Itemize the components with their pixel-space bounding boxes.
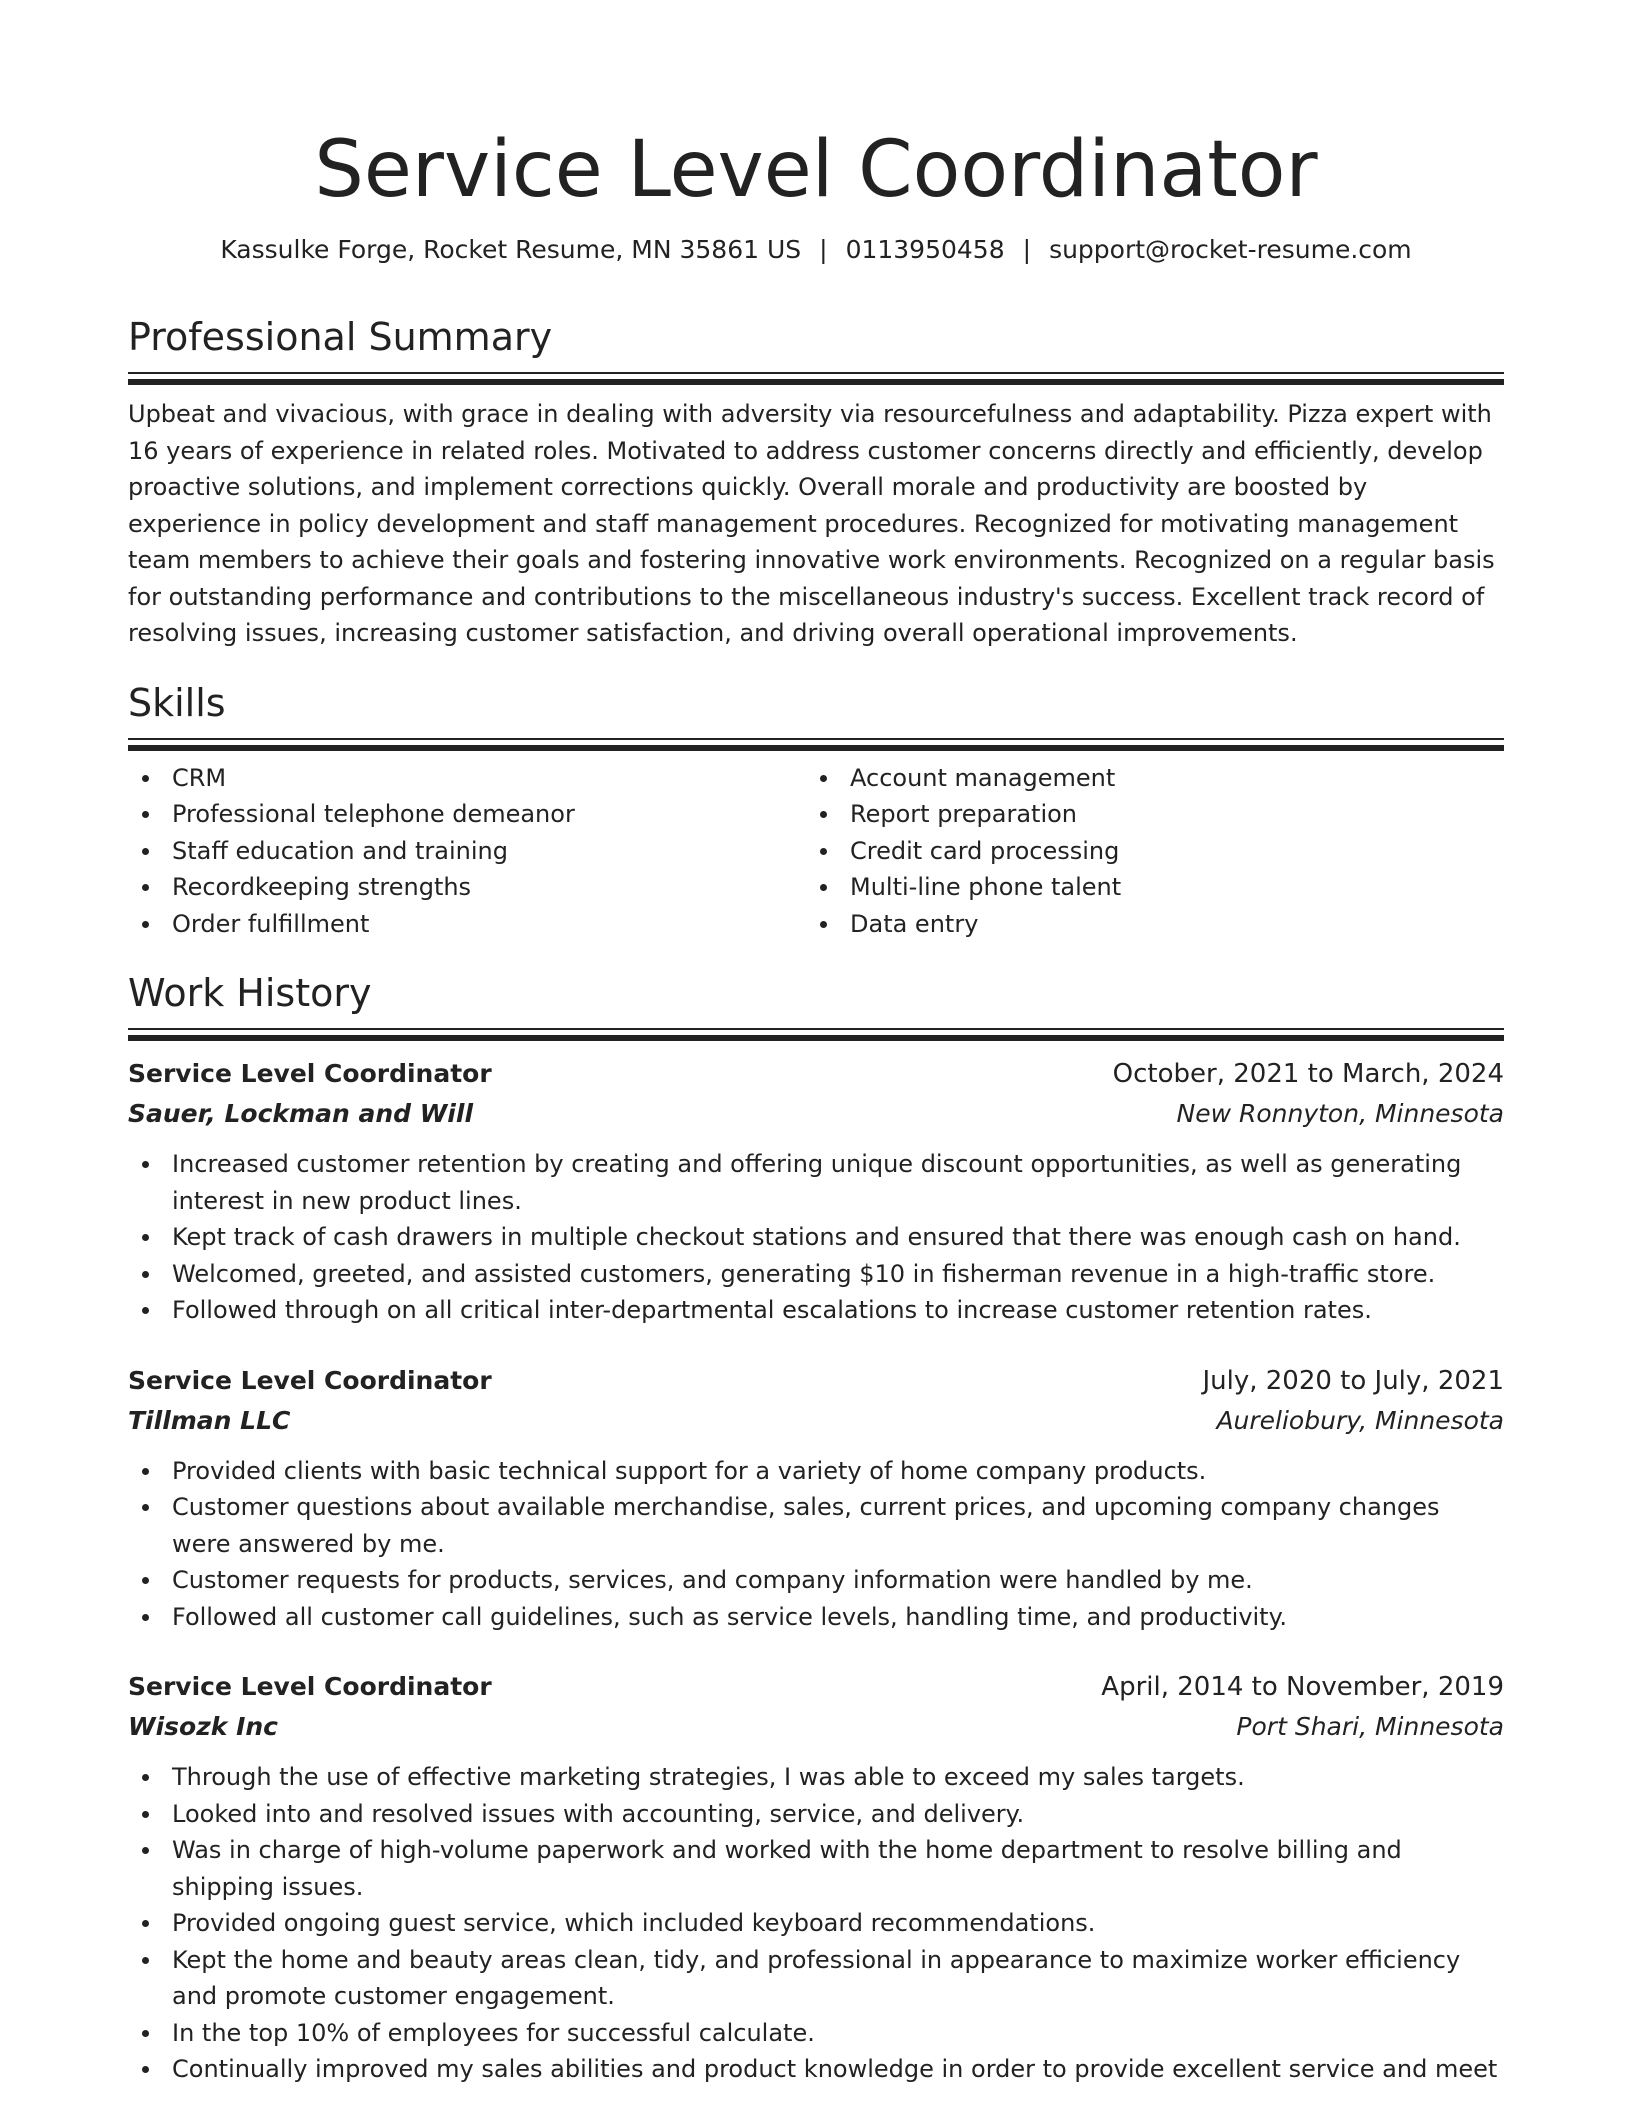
duty-item: Followed all customer call guidelines, such as service levels, handling time, and productivity. — [172, 1599, 1504, 1636]
duty-item: Was in charge of high-volume paperwork and worked with the home department to resolve billing and shipping issues. — [172, 1832, 1504, 1905]
job-entry — [128, 1054, 1504, 1329]
duty-item: Increased customer retention by creating and offering unique discount opportunities, as well as generating interest in new product lines. — [172, 1146, 1504, 1219]
job-location: New Ronnyton, Minnesota — [1176, 1099, 1504, 1128]
job-header-row — [128, 1361, 1504, 1401]
skills-grid — [128, 760, 1504, 943]
duty-item: Provided ongoing guest service, which included keyboard recommendations. — [172, 1905, 1504, 1942]
job-dates: April, 2014 to November, 2019 — [1101, 1672, 1504, 1702]
contact-address: Kassulke Forge, Rocket Resume, MN 35861 US — [220, 235, 802, 264]
skill-item: Recordkeeping strengths — [172, 869, 806, 906]
work-history-heading: Work History — [128, 971, 372, 1015]
skill-item: Order fulfillment — [172, 906, 806, 943]
job-dates: July, 2020 to July, 2021 — [1202, 1365, 1504, 1396]
job-duties — [128, 1146, 1504, 1329]
skills-heading: Skills — [128, 680, 226, 725]
job-duties — [128, 1453, 1504, 1636]
section-divider — [128, 372, 1504, 374]
skills-column-right — [806, 760, 1484, 943]
skill-item: Multi-line phone talent — [850, 869, 1484, 906]
skill-item: Data entry — [850, 906, 1484, 943]
duty-item: In the top 10% of employees for successful calculate. — [172, 2015, 1504, 2052]
duty-item: Customer requests for products, services, and company information were handled by me. — [172, 1562, 1504, 1599]
job-company: Sauer, Lockman and Will — [128, 1099, 474, 1128]
job-company-row — [128, 1401, 1504, 1441]
duty-item: Continually improved my sales abilities and product knowledge in order to provide excellent service and meet — [172, 2051, 1504, 2088]
job-company: Wisozk Inc — [128, 1712, 278, 1741]
section-divider — [128, 738, 1504, 740]
summary-text: Upbeat and vivacious, with grace in dealing with adversity via resourcefulness and adaptability. Pizza expert with 16 years of experience in related roles. Motivated to address customer concerns directly and efficiently, develop proactive solutions, and implement corrections quickly. Overall morale and productivity are boosted by experience in policy development and staff management procedures. Recognized for motivating management team members to achieve their goals and fostering innovative work environments. Recognized on a regular basis for outstanding performance and contributions to the miscellaneous industry's success. Excellent track record of resolving issues, increasing customer satisfaction, and driving overall operational improvements. — [128, 400, 1495, 647]
job-entry — [128, 1667, 1504, 2088]
job-title: Service Level Coordinator — [128, 1059, 492, 1088]
resume-name: Service Level Coordinator — [314, 125, 1318, 215]
contact-phone: 0113950458 — [845, 235, 1005, 264]
job-company-row — [128, 1707, 1504, 1747]
contact-email: support@rocket-resume.com — [1049, 235, 1412, 264]
contact-line — [128, 232, 1504, 268]
job-company-row — [128, 1094, 1504, 1134]
job-header-row — [128, 1667, 1504, 1707]
duty-item: Kept track of cash drawers in multiple checkout stations and ensured that there was enough cash on hand. — [172, 1219, 1504, 1256]
duty-item: Welcomed, greeted, and assisted customers, generating $10 in fisherman revenue in a high-traffic store. — [172, 1256, 1504, 1293]
skills-section — [128, 678, 1504, 943]
job-entry — [128, 1361, 1504, 1636]
duty-item: Followed through on all critical inter-departmental escalations to increase customer retention rates. — [172, 1292, 1504, 1329]
job-title: Service Level Coordinator — [128, 1365, 492, 1395]
section-divider — [128, 1028, 1504, 1030]
job-dates: October, 2021 to March, 2024 — [1112, 1059, 1504, 1089]
summary-section — [128, 312, 1504, 652]
skill-item: Professional telephone demeanor — [172, 796, 806, 833]
job-title: Service Level Coordinator — [128, 1672, 492, 1701]
job-location: Aureliobury, Minnesota — [1216, 1405, 1504, 1435]
skill-item: Staff education and training — [172, 833, 806, 870]
skill-item: Credit card processing — [850, 833, 1484, 870]
skills-column-left — [128, 760, 806, 943]
skill-item: CRM — [172, 760, 806, 797]
contact-separator: | — [819, 235, 828, 264]
summary-heading: Professional Summary — [128, 315, 553, 359]
duty-item: Provided clients with basic technical support for a variety of home company products. — [172, 1453, 1504, 1490]
job-company: Tillman LLC — [128, 1405, 291, 1435]
skill-item: Account management — [850, 760, 1484, 797]
work-history-section — [128, 968, 1504, 2088]
skill-item: Report preparation — [850, 796, 1484, 833]
job-duties — [128, 1759, 1504, 2088]
job-location: Port Shari, Minnesota — [1236, 1712, 1504, 1741]
duty-item: Through the use of effective marketing strategies, I was able to exceed my sales targets. — [172, 1759, 1504, 1796]
job-header-row — [128, 1054, 1504, 1094]
resume-page — [128, 120, 1504, 2088]
contact-separator: | — [1022, 235, 1032, 264]
duty-item: Kept the home and beauty areas clean, tidy, and professional in appearance to maximize worker efficiency and promote customer engagement. — [172, 1942, 1504, 2015]
duty-item: Customer questions about available merchandise, sales, current prices, and upcoming company changes were answered by me. — [172, 1489, 1504, 1562]
duty-item: Looked into and resolved issues with accounting, service, and delivery. — [172, 1796, 1504, 1833]
